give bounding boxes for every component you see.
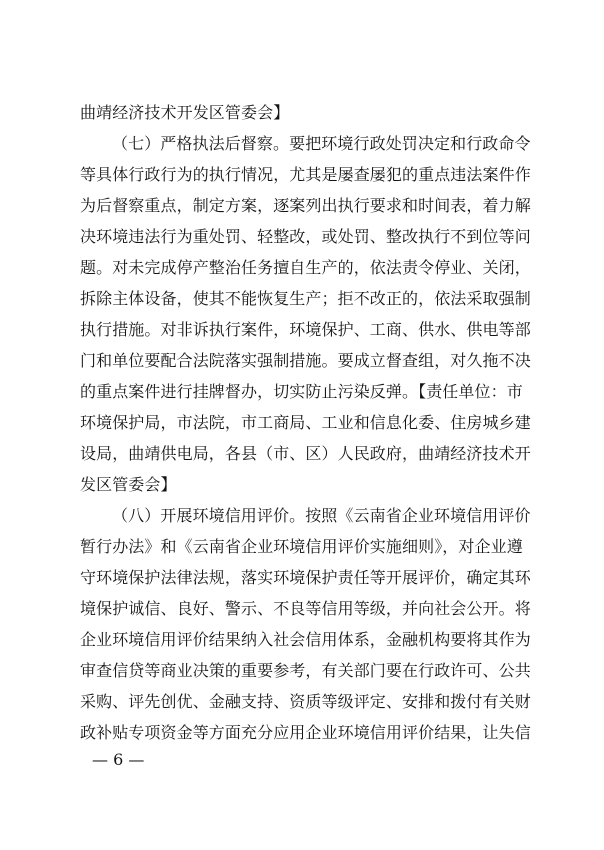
text-line-11: 环境保护局，市法院，市工商局、工业和信息化委、住房城乡建 xyxy=(80,413,531,432)
text-line-17: 境保护诚信、良好、警示、不良等信用等级，并向社会公开。将 xyxy=(80,599,531,618)
text-line-4: 为后督察重点，制定方案，逐案列出执行要求和时间表，着力解 xyxy=(80,196,531,215)
text-line-20: 采购、评先创优、金融支持、资质等级评定、安排和拨付有关财 xyxy=(80,692,531,711)
text-line-3: 等具体行政行为的执行情况，尤其是屡查屡犯的重点违法案件作 xyxy=(80,165,531,184)
text-line-16: 守环境保护法律法规，落实环境保护责任等开展评价，确定其环 xyxy=(80,568,531,587)
text-line-8: 执行措施。对非诉执行案件，环境保护、工商、供水、供电等部 xyxy=(80,320,531,339)
text-line-7: 拆除主体设备，使其不能恢复生产；拒不改正的，依法采取强制 xyxy=(80,289,531,308)
page-number: — 6 — xyxy=(92,750,145,769)
text-line-13: 发区管委会】 xyxy=(80,475,177,494)
text-line-15: 暂行办法》和《云南省企业环境信用评价实施细则》，对企业遵 xyxy=(80,537,523,556)
text-line-6: 题。对未完成停产整治任务擅自生产的，依法责令停业、关闭， xyxy=(80,258,531,277)
text-line-10: 的重点案件进行挂牌督办，切实防止污染反弹。【责任单位：市 xyxy=(80,382,523,401)
section-heading-7: （七）严格执法后督察。要把环境行政处罚决定和行政命令 xyxy=(112,134,531,153)
text-line-12: 设局，曲靖供电局，各县（市、区）人民政府，曲靖经济技术开 xyxy=(80,444,531,463)
text-line-19: 审查信贷等商业决策的重要参考，有关部门要在行政许可、公共 xyxy=(80,661,531,680)
text-line-21: 政补贴专项资金等方面充分应用企业环境信用评价结果，让失信 xyxy=(80,723,531,742)
section-heading-8: （八）开展环境信用评价。按照《云南省企业环境信用评价 xyxy=(112,506,531,525)
text-line-1: 曲靖经济技术开发区管委会】 xyxy=(80,103,290,122)
text-line-5: 决环境违法行为重处罚、轻整改，或处罚、整改执行不到位等问 xyxy=(80,227,531,246)
text-line-18: 企业环境信用评价结果纳入社会信用体系，金融机构要将其作为 xyxy=(80,630,531,649)
text-line-9: 门和单位要配合法院落实强制措施。要成立督查组，对久拖不决 xyxy=(80,351,531,370)
